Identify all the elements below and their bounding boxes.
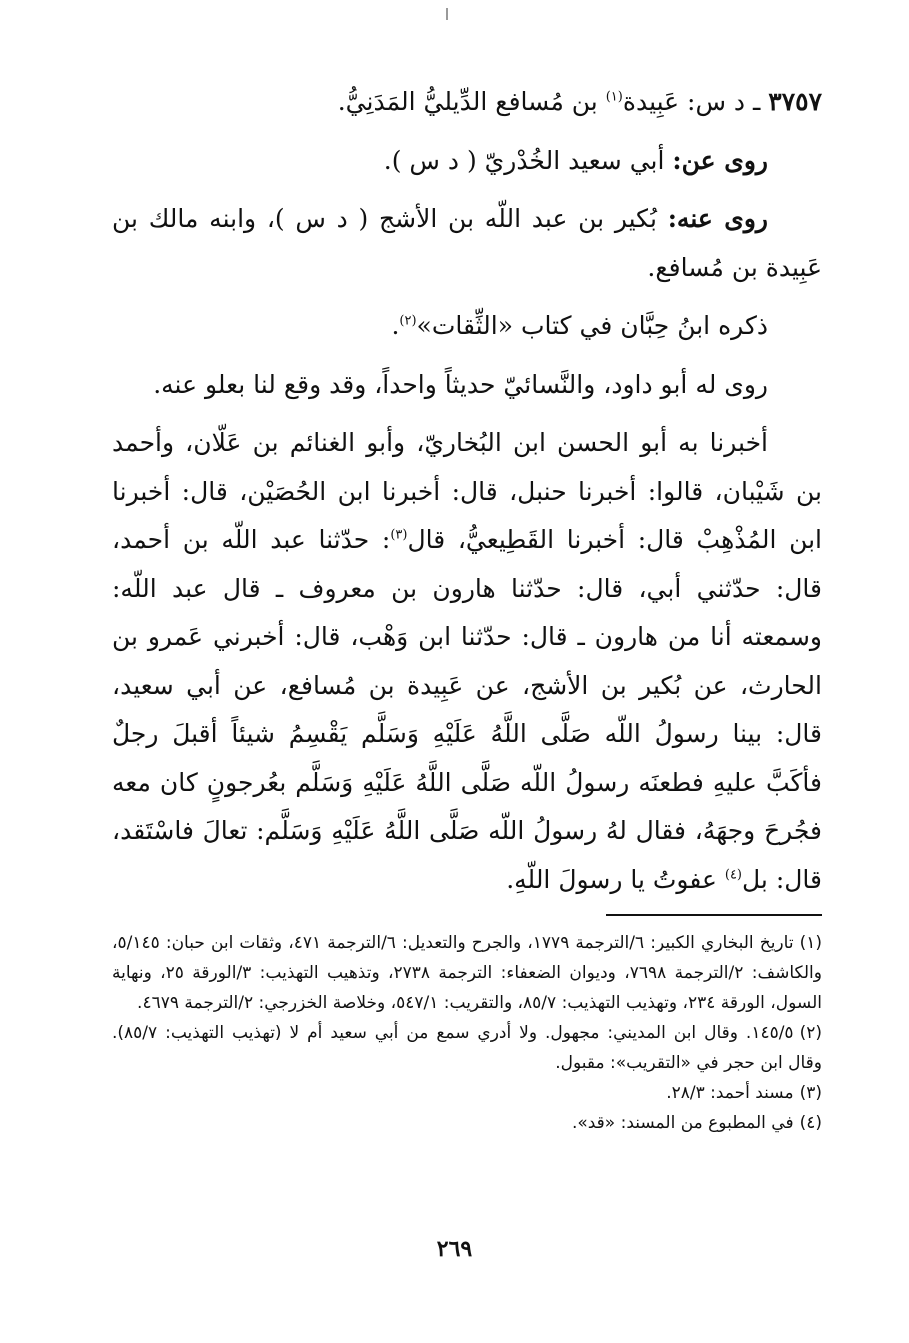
footnote-2-number: (٢) (799, 1023, 822, 1043)
footnote-4-number: (٤) (799, 1113, 822, 1133)
ibn-hibban-note (112, 302, 822, 351)
entry-heading (112, 78, 822, 127)
narrated-from (112, 137, 822, 186)
narrated-by (112, 195, 822, 292)
footnote-3-number: (٣) (799, 1083, 822, 1103)
footnote-2 (112, 1018, 822, 1078)
narrated-for-him: روى له أبو داود، والنَّسائيّ حديثاً واحداً، وقد وقع لنا بعلو عنه. (153, 369, 768, 399)
main-text (112, 78, 822, 904)
footnote-ref-4: (٤) (724, 867, 742, 883)
footnote-1 (112, 928, 822, 1018)
entry-number: ٣٧٥٧ (768, 87, 822, 116)
narrated-from-text: أبي سعيد الخُدْريّ ( د س ). (383, 145, 673, 175)
entry-heading-tail: بن مُسافع الدِّيليُّ المَدَنِيُّ. (337, 87, 606, 116)
footnote-1-number: (١) (799, 933, 822, 953)
narrated-by-label: روى عنه: (667, 204, 768, 233)
top-crop-mark (446, 8, 448, 20)
footnote-separator (606, 914, 822, 916)
ibn-hibban-tail: . (391, 311, 400, 340)
footnote-3-text: مسند أحمد: ٢٨/٣. (666, 1083, 794, 1103)
footnote-4-text: في المطبوع من المسند: «قد». (571, 1113, 794, 1133)
ibn-hibban-text: ذكره ابنُ حِبَّان في كتاب «الثِّقات» (416, 311, 768, 340)
page-number: ٢٦٩ (436, 1236, 473, 1262)
hadith-part-3: عفوتُ يا رسولَ اللّهِ. (506, 864, 725, 894)
footnote-ref-3: (٣) (390, 527, 408, 543)
footnote-2-text: ١٤٥/٥. وقال ابن المديني: مجهول. ولا أدري سمع من أبي سعيد أم لا (تهذيب التهذيب: ٨٥/٧). وقال ابن حجر في «التقريب»: مقبول. (112, 1023, 822, 1073)
hadith-paragraph (112, 419, 822, 904)
hadith-part-2: : حدّثنا عبد اللّه بن أحمد، قال: حدّثني أبي، قال: حدّثنا هارون بن معروف ـ قال عبد اللّه: وسمعته أنا من هارون ـ قال: حدّثنا ابن وَهْب، قال: أخبرني عَمرو بن الحارث، عن بُكير بن الأشج، عن عَبِيدة بن مُسافع، عن أبي سعيد، قال: بينا رسولُ اللّه صَلَّى اللَّهُ عَلَيْهِ وَسَلَّم يَقْسِمُ شيئاً أقبلَ رجلٌ فأكَبَّ عليهِ فطعنَه رسولُ اللّه صَلَّى اللَّهُ عَلَيْهِ وَسَلَّم بعُرجونٍ كان معه فجُرحَ وجهَهُ، فقال لهُ رسولُ اللّه صَلَّى اللَّهُ عَلَيْهِ وَسَلَّم: تعالَ فاسْتَقد، قال: بل (112, 525, 822, 894)
footnote-ref-1: (١) (605, 89, 623, 105)
narrated-from-label: روى عن: (672, 145, 768, 175)
entry-heading-text: ـ د س: عَبِيدة (622, 87, 761, 116)
narrated-by-text: بُكير بن عبد اللّه بن الأشج ( د س )، وابنه مالك بن عَبِيدة بن مُسافع. (112, 204, 822, 282)
footnote-ref-2: (٢) (399, 313, 417, 329)
hadith-part-1: أخبرنا به أبو الحسن ابن البُخاريّ، وأبو الغنائم بن عَلّان، وأحمد بن شَيْبان، قالوا: أخبرنا حنبل، قال: أخبرنا ابن الحُصَيْن، قال: أخبرنا ابن المُذْهِبْ قال: أخبرنا القَطِيعيُّ، قال (112, 428, 823, 554)
footnotes (112, 928, 822, 1138)
footnote-4 (112, 1108, 822, 1138)
footnote-3 (112, 1078, 822, 1108)
footnote-1-text: تاريخ البخاري الكبير: ٦/الترجمة ١٧٧٩، والجرح والتعديل: ٦/الترجمة ٤٧١، وثقات ابن حبان: ٥/١٤٥، والكاشف: ٢/الترجمة ٧٦٩٨، وديوان الضعفاء: الترجمة ٢٧٣٨، وتذهيب التهذيب: ٣/الورقة ٢٥، ونهاية السول، الورقة ٢٣٤، وتهذيب التهذيب: ٨٥/٧، والتقريب: ٥٤٧/١، وخلاصة الخزرجي: ٢/الترجمة ٤٦٧٩. (112, 933, 822, 1013)
